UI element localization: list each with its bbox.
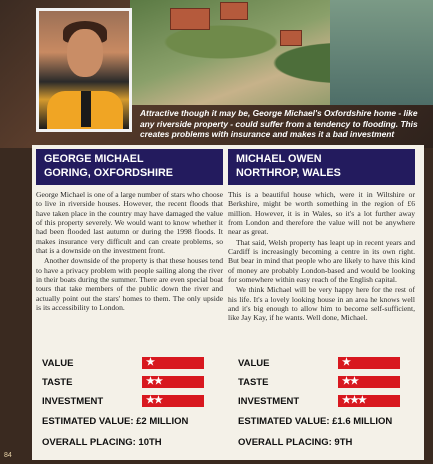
roof-shape: [170, 8, 210, 30]
rating-label: INVESTMENT: [42, 396, 104, 407]
right-paragraph: That said, Welsh property has leapt up in recent years and Cardiff is increasingly becoming a centre in its own right. But bear in mind that people who are likely to have this kind of money are probably London-based and would be looking for somewhere within easy reach of the English capital.: [228, 237, 415, 285]
overall-placing: OVERALL PLACING: 10TH: [42, 437, 162, 448]
rating-label: VALUE: [42, 358, 74, 369]
star-rating-bar: ★: [338, 357, 400, 369]
tie-shape: [81, 91, 91, 127]
left-ratings: [32, 357, 228, 457]
roof-shape: [220, 2, 248, 20]
right-paragraph: This is a beautiful house which, were it in Wiltshire or Berkshire, might be worth something in the region of £6 million. However, it is in Wales, so it's a lot further away from London and therefore the value will not be anywhere near as great.: [228, 190, 415, 237]
overall-placing: OVERALL PLACING: 9TH: [238, 437, 353, 448]
rating-label: TASTE: [42, 377, 73, 388]
portrait-photo: [36, 8, 132, 132]
rating-row-value: [228, 357, 418, 371]
rating-row-investment: [228, 395, 418, 409]
rating-label: VALUE: [238, 358, 270, 369]
river-water: [330, 0, 433, 105]
rating-row-value: [32, 357, 222, 371]
roof-shape: [280, 30, 302, 46]
left-paragraph: George Michael is one of a large number of stars who choose to live in riverside houses. However, the recent floods that have taken place in the country may have damaged the value of this property severely. We would want to know whether it had been flooded last autumn or during the 1998 floods. It makes insurance very difficult and can create problems, so that is a downside on the investment front.: [36, 190, 223, 256]
left-subtitle: GORING, OXFORDSHIRE: [44, 167, 173, 179]
rating-label: TASTE: [238, 377, 269, 388]
star-rating-bar: ★★: [142, 395, 204, 407]
rating-row-taste: [32, 376, 222, 390]
star-rating-bar: ★★: [142, 376, 204, 388]
face-shape: [67, 29, 103, 77]
right-title: MICHAEL OWEN: [236, 153, 322, 165]
left-header: [36, 149, 223, 185]
left-article: [36, 190, 223, 312]
comparison-card: [32, 145, 424, 460]
rating-row-investment: [32, 395, 222, 409]
page-number: 84: [4, 452, 12, 459]
right-column: [228, 149, 415, 324]
photo-caption: Attractive though it may be, George Michael's Oxfordshire home - like any riverside property - could suffer from a tendency to flooding. This creates problems with insurance and makes it a bad investment: [140, 108, 418, 139]
rating-label: INVESTMENT: [238, 396, 300, 407]
right-header: [228, 149, 415, 185]
left-paragraph: Another downside of the property is that these houses tend to have a privacy problem with people sailing along the river in their boats during the summer. There are even special boat tours that take members of the public down the river and actually point out the stars' homes to them. The only upside is its accessibility to London.: [36, 256, 223, 313]
right-ratings: [228, 357, 424, 457]
photo-banner: [0, 0, 433, 148]
rating-row-taste: [228, 376, 418, 390]
star-rating-bar: ★★★: [338, 395, 400, 407]
left-column: [36, 149, 223, 313]
estimated-value: ESTIMATED VALUE: £1.6 MILLION: [238, 416, 393, 427]
estimated-value: ESTIMATED VALUE: £2 MILLION: [42, 416, 189, 427]
star-rating-bar: ★: [142, 357, 204, 369]
right-article: [228, 190, 415, 323]
star-rating-bar: ★★: [338, 376, 400, 388]
right-paragraph: We think Michael will be very happy here for the rest of his life. It's a lovely looking house in an area he knows well and it's big enough to allow him to become self-sufficient, like Jay Kay, if he wants. Well done, Michael.: [228, 285, 415, 323]
left-title: GEORGE MICHAEL: [44, 153, 144, 165]
right-subtitle: NORTHROP, WALES: [236, 167, 341, 179]
